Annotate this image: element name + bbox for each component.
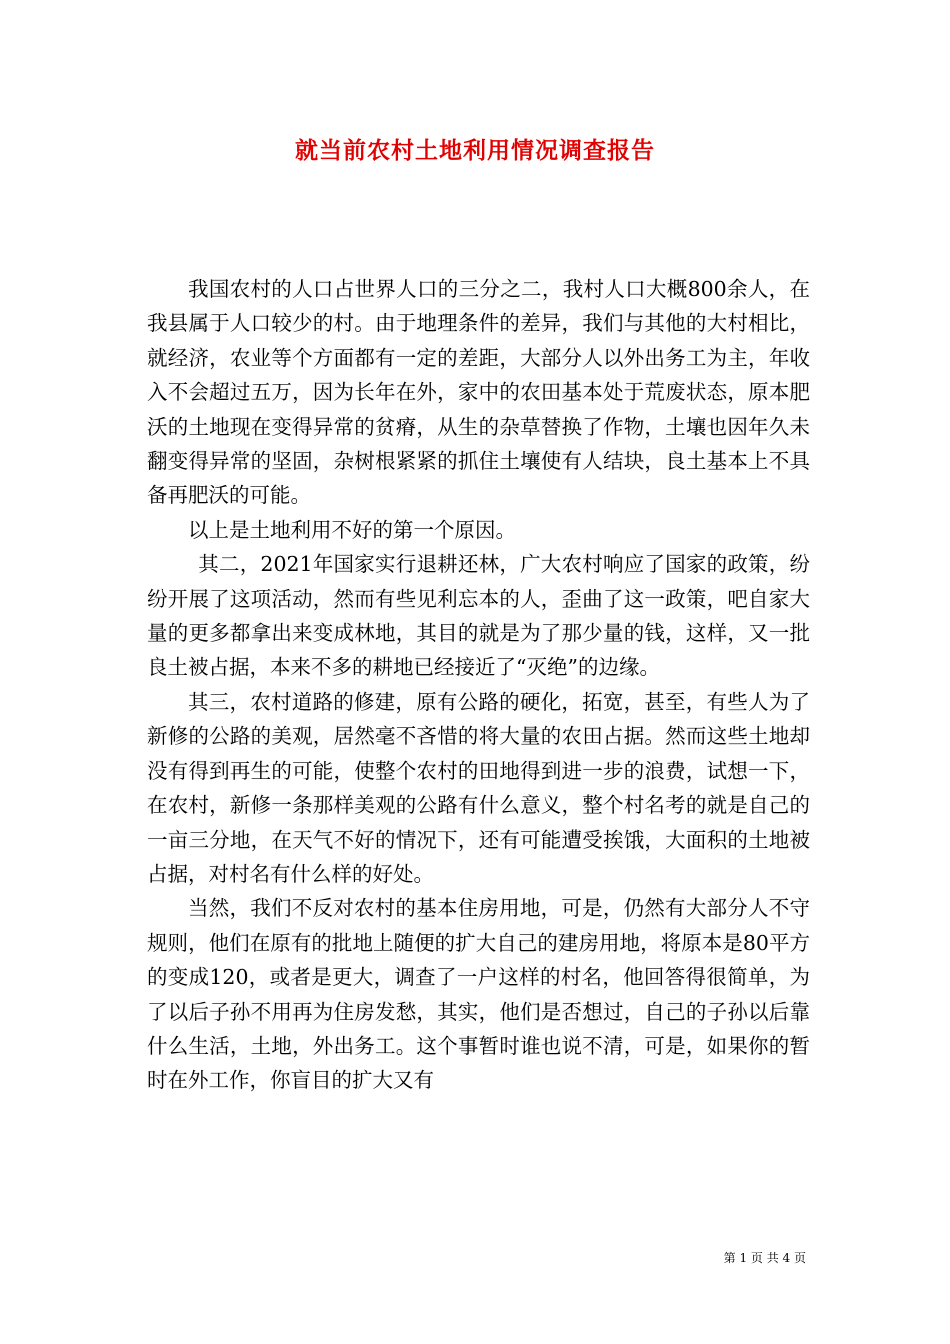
paragraph-5: 当然，我们不反对农村的基本住房用地，可是，仍然有大部分人不守规则，他们在原有的批地上随便的扩大自己的建房用地，将原本是80平方的变成120，或者是更大，调查了一户这样的村名，他回答得很简单，为了以后子孙不用再为住房发愁，其实，他们是否想过，自己的子孙以后靠什么生活，土地，外出务工。这个事暂时谁也说不清，可是，如果你的暂时在外工作，你盲目的扩大又有: [147, 896, 810, 1093]
paragraph-2: 以上是土地利用不好的第一个原因。: [188, 517, 516, 542]
paragraph-1: 我国农村的人口占世界人口的三分之二，我村人口大概800余人，在我县属于人口较少的村。由于地理条件的差异，我们与其他的大村相比，就经济，农业等个方面都有一定的差距，大部分人以外出务工为主，年收入不会超过五万，因为长年在外，家中的农田基本处于荒废状态，原本肥沃的土地现在变得异常的贫瘠，从生的杂草替换了作物，土壤也因年久未翻变得异常的坚固，杂树根紧紧的抓住土壤使有人结块，良土基本上不具备再肥沃的可能。: [147, 277, 810, 508]
document-title: 就当前农村土地利用情况调查报告: [295, 137, 655, 164]
page-number: 第 1 页 共 4 页: [723, 1251, 806, 1265]
paragraph-4: 其三，农村道路的修建，原有公路的硬化，拓宽，甚至，有些人为了新修的公路的美观，居然毫不吝惜的将大量的农田占据。然而这些土地却没有得到再生的可能，使整个农村的田地得到进一步的浪费，试想一下，在农村，新修一条那样美观的公路有什么意义，整个村名考的就是自己的一亩三分地，在天气不好的情况下，还有可能遭受挨饿，大面积的土地被占据，对村名有什么样的好处。: [147, 689, 810, 886]
document-body: [147, 272, 810, 1098]
paragraph-3: 其二，2021年国家实行退耕还林，广大农村响应了国家的政策，纷纷开展了这项活动，然而有些见利忘本的人，歪曲了这一政策，吧自家大量的更多都拿出来变成林地，其目的就是为了那少量的钱，这样，又一批良土被占据，本来不多的耕地已经接近了“灭绝”的边缘。: [147, 552, 810, 680]
